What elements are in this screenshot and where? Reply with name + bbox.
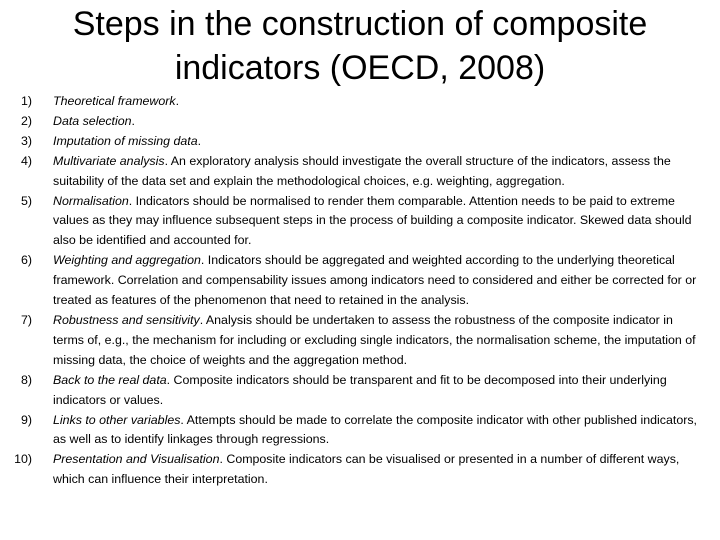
step-number: 7)	[20, 312, 32, 327]
step-description: . Indicators should be normalised to render them comparable. Attention needs to be paid to extreme values as they may influence subsequent steps in the process of building a composite indicator. Skewed data should also be identified and accounted for.	[53, 193, 692, 248]
step-name: Links to other variables	[53, 412, 181, 427]
step-number: 10)	[14, 452, 32, 467]
step-number: 8)	[20, 372, 32, 387]
step-number: 6)	[20, 253, 32, 268]
list-item	[0, 112, 705, 132]
step-name: Data selection	[53, 113, 132, 128]
list-item	[0, 132, 705, 152]
step-description: . Indicators should be aggregated and weighted according to the underlying theoretical framework. Correlation and compensability issues among indicators need to considered and either be corrected for or treated as features of the phenomenon that need to retained in the analysis.	[53, 253, 697, 308]
list-item	[0, 251, 705, 311]
step-name: Back to the real data	[53, 372, 167, 387]
step-description: . Attempts should be made to correlate the composite indicator with other published indicators, as well as to identify linkages through regressions.	[53, 412, 697, 447]
list-item	[0, 371, 705, 411]
list-item	[0, 152, 705, 192]
step-description: . Analysis should be undertaken to assess the robustness of the composite indicator in terms of, e.g., the mechanism for including or excluding single indicators, the normalisation scheme, the imputation of missing data, the choice of weights and the aggregation method.	[53, 312, 696, 367]
step-description: . Composite indicators can be visualised or presented in a number of different ways, which can influence their interpretation.	[53, 452, 680, 487]
step-description: .	[197, 133, 202, 148]
step-name: Multivariate analysis	[53, 153, 165, 168]
step-description: .	[175, 94, 180, 108]
step-number: 4)	[20, 153, 32, 168]
list-item	[0, 192, 705, 252]
step-name: Robustness and sensitivity	[53, 312, 200, 327]
step-description: .	[131, 113, 135, 128]
step-description: . Composite indicators should be transparent and fit to be decomposed into their underlying indicators or values.	[53, 372, 667, 407]
list-item	[0, 450, 705, 490]
step-number: 1)	[20, 94, 32, 108]
step-name: Theoretical framework	[53, 94, 176, 108]
step-number: 2)	[20, 113, 32, 128]
list-item	[0, 311, 705, 371]
step-name: Imputation of missing data	[53, 133, 198, 148]
list-item	[0, 92, 705, 112]
step-name: Normalisation	[53, 193, 129, 208]
steps-list	[0, 92, 705, 490]
step-name: Weighting and aggregation	[53, 253, 201, 268]
slide-title: Steps in the construction of composite indicators (OECD, 2008)	[72, 5, 648, 87]
step-number: 5)	[20, 193, 32, 208]
step-name: Presentation and Visualisation	[53, 452, 220, 467]
list-item	[0, 411, 705, 451]
step-description: . An exploratory analysis should investigate the overall structure of the indicators, assess the suitability of the data set and explain the methodological choices, e.g. weighting, aggregation.	[53, 153, 671, 188]
step-number: 9)	[20, 412, 32, 427]
step-number: 3)	[20, 133, 32, 148]
